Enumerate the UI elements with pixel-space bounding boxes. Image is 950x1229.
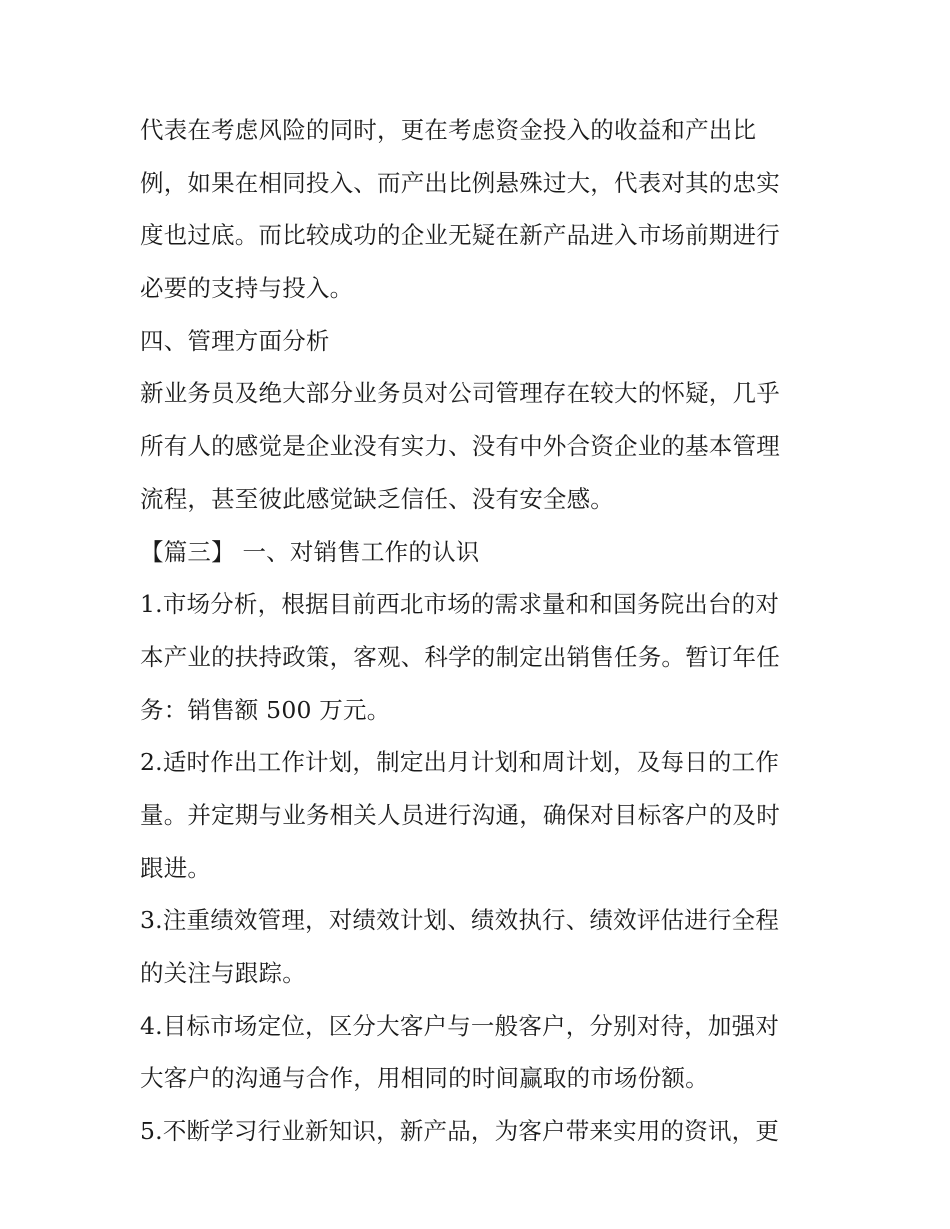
text-line: 3.注重绩效管理，对绩效计划、绩效执行、绩效评估进行全程: [140, 906, 780, 935]
text-line: 的关注与跟踪。: [140, 959, 306, 987]
document-body: [140, 110, 820, 1164]
text-line: 2.适时作出工作计划，制定出月计划和周计划，及每日的工作: [140, 748, 780, 777]
text-line: 必要的支持与投入。: [140, 274, 354, 303]
text-line: 所有人的感觉是企业没有实力、没有中外合资企业的基本管理: [140, 432, 780, 461]
text-line: 跟进。: [140, 853, 212, 882]
text-line: 例，如果在相同投入、而产出比例悬殊过大，代表对其的忠实: [140, 168, 780, 197]
text-line: 量。并定期与业务相关人员进行沟通，确保对目标客户的及时: [140, 800, 780, 829]
section-heading: 【篇三】 一、对销售工作的认识: [140, 537, 480, 566]
text-line: 新业务员及绝大部分业务员对公司管理存在较大的怀疑，几乎: [140, 379, 780, 408]
text-line: 流程，甚至彼此感觉缺乏信任、没有安全感。: [140, 484, 614, 513]
text-line: 1.市场分析，根据目前西北市场的需求量和和国务院出台的对: [140, 590, 780, 619]
text-line: 度也过底。而比较成功的企业无疑在新产品进入市场前期进行: [140, 221, 780, 250]
section-heading: 四、管理方面分析: [140, 326, 330, 355]
text-line: 大客户的沟通与合作，用相同的时间赢取的市场份额。: [140, 1064, 709, 1093]
text-line: 代表在考虑风险的同时，更在考虑资金投入的收益和产出比: [140, 116, 757, 144]
text-line: 5.不断学习行业新知识，新产品，为客户带来实用的资讯，更: [140, 1117, 780, 1146]
text-line: 本产业的扶持政策，客观、科学的制定出销售任务。暂订年任: [140, 642, 780, 671]
text-line: 务：销售额 500 万元。: [140, 695, 391, 724]
text-line: 4.目标市场定位，区分大客户与一般客户，分别对待，加强对: [140, 1011, 780, 1040]
